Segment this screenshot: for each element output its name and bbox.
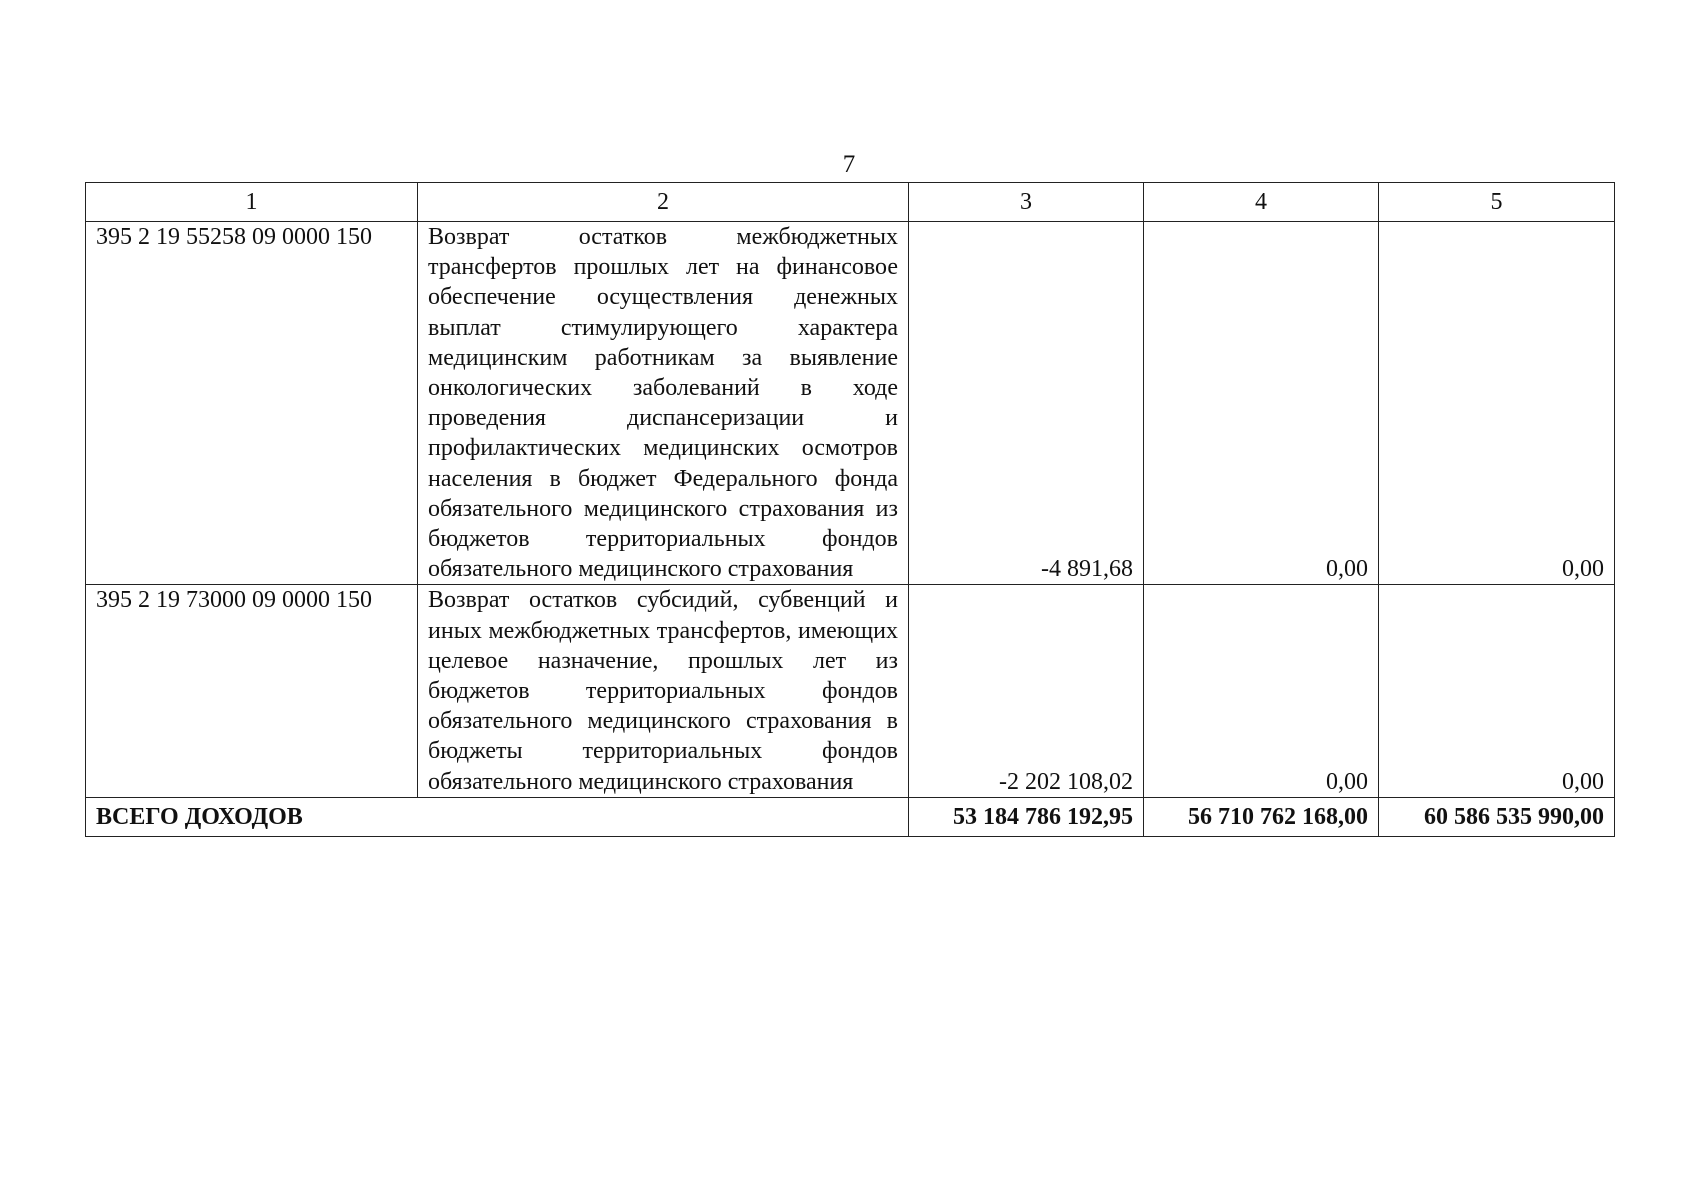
table-row (86, 585, 1615, 797)
budget-classification-code: 395 2 19 73000 09 0000 150 (86, 585, 418, 797)
column-number-2: 2 (418, 183, 909, 222)
amount-column-4: 0,00 (1144, 585, 1379, 797)
budget-classification-code: 395 2 19 55258 09 0000 150 (86, 222, 418, 585)
amount-column-3: -4 891,68 (909, 222, 1144, 585)
amount-column-5: 0,00 (1379, 222, 1615, 585)
column-number-1: 1 (86, 183, 418, 222)
total-label: ВСЕГО ДОХОДОВ (86, 797, 909, 836)
total-column-5: 60 586 535 990,00 (1379, 797, 1615, 836)
revenue-description: Возврат остатков субсидий, субвенций и иных межбюджетных трансфертов, имеющих целевое назначение, прошлых лет из бюджетов территориальных фондов обязательного медицинского страхования в бюджеты территориальных фондов обязательного медицинского страхования (418, 585, 909, 797)
revenue-description: Возврат остатков межбюджетных трансфертов прошлых лет на финансовое обеспечение осуществления денежных выплат стимулирующего характера медицинским работникам за выявление онкологических заболеваний в ходе проведения диспансеризации и профилактических медицинских осмотров населения в бюджет Федерального фонда обязательного медицинского страхования из бюджетов территориальных фондов обязательного медицинского страхования (418, 222, 909, 585)
total-row (86, 797, 1615, 836)
amount-column-5: 0,00 (1379, 585, 1615, 797)
amount-column-4: 0,00 (1144, 222, 1379, 585)
page-number: 7 (842, 151, 856, 178)
column-number-row (86, 183, 1615, 222)
total-column-4: 56 710 762 168,00 (1144, 797, 1379, 836)
table-row (86, 222, 1615, 585)
column-number-3: 3 (909, 183, 1144, 222)
column-number-5: 5 (1379, 183, 1615, 222)
column-number-4: 4 (1144, 183, 1379, 222)
amount-column-3: -2 202 108,02 (909, 585, 1144, 797)
total-column-3: 53 184 786 192,95 (909, 797, 1144, 836)
revenue-table (85, 182, 1615, 837)
